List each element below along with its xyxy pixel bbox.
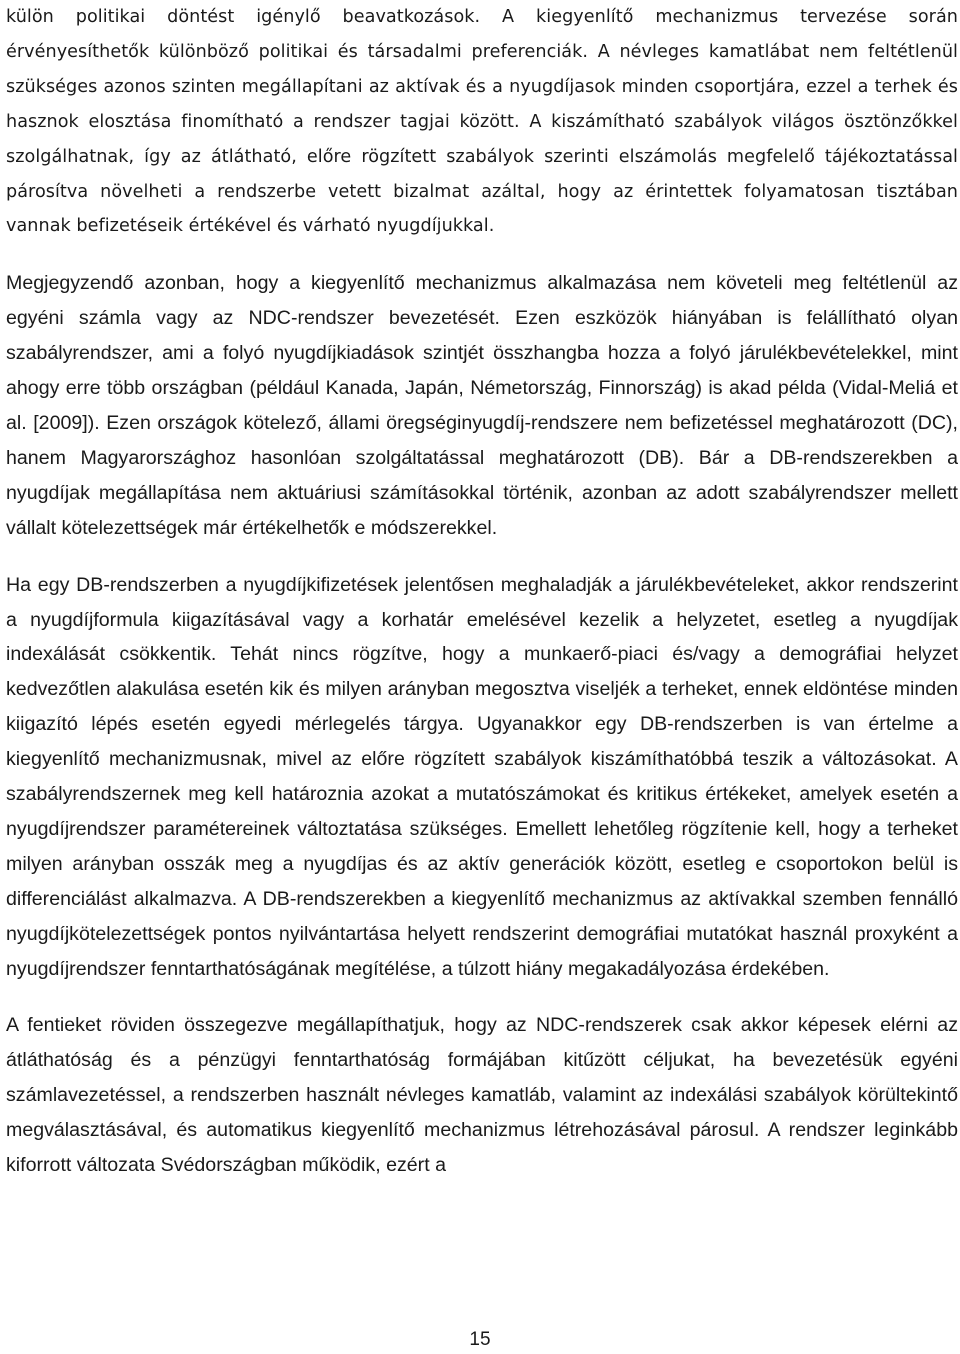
paragraph-1-part-1: külön politikai döntést igénylő beavatkozások. A kiegyenlítő mechanizmus tervezése során érvényesíthetők különböző politikai és társadalmi preferenciák. A névleges kamatlábat nem feltétlenül szükséges azonos szinten megállapítani az aktívak és a nyugdíjasok minden csoportjára, ezzel a terhek és hasznok elosztása finomítható a rendszer tagjai között. A	[6, 7, 958, 132]
paragraph-1-part-2: kiszámítható szabályok világos ösztönzőkkel szolgálhatnak, így az átlátható, előre rögzített szabályok szerinti elszámolás megfelelő tájékoztatással párosítva növelheti a rendszerbe vetett bizalmat azáltal, hogy az érintettek folyamatosan tisztában vannak befizetéseik értékével és várható nyugdíjukkal.	[6, 111, 958, 237]
page-number: 15	[469, 1329, 491, 1350]
paragraph-1	[6, 0, 958, 244]
paragraph-4: A fentieket röviden összegezve megállapíthatjuk, hogy az NDC-rendszerek csak akkor képesek elérni az átláthatóság és a pénzügyi fenntarthatóság formájában kitűzött céljukat, ha bevezetésük egyéni számlavezetéssel, a rendszerben használt névleges kamatláb, valamint az indexálási szabályok körültekintő megválasztásával, és automatikus kiegyenlítő mechanizmus létrehozásával párosul. A rendszer leginkább kiforrott változata Svédországban működik, ezért a	[6, 1014, 958, 1177]
document-page	[6, 0, 958, 1183]
paragraph-spacer	[6, 986, 958, 1008]
paragraph-spacer	[6, 244, 958, 266]
paragraph-spacer	[6, 546, 958, 568]
paragraph-2: Megjegyzendő azonban, hogy a kiegyenlítő mechanizmus alkalmazása nem követeli meg feltétlenül az egyéni számla vagy az NDC-rendszer bevezetését. Ezen eszközök hiányában is felállítható olyan szabályrendszer, ami a folyó nyugdíjkiadások szintjét összhangba hozza a folyó járulékbevételekkel, mint ahogy erre több országban (például Kanada, Japán, Németország, Finnország) is akad példa (Vidal-Meliá et al. [2009]). Ezen országok kötelező, állami öregséginyugdíj-rendszere nem befizetéssel meghatározott (DC), hanem Magyarországhoz hasonlóan szolgáltatással meghatározott (DB). Bár a DB-rendszerekben a nyugdíjak megállapítása nem aktuáriusi számításokkal történik, azonban az adott szabályrendszer mellett vállalt kötelezettségek már értékelhetők e módszerekkel.	[6, 272, 958, 539]
paragraph-3: Ha egy DB-rendszerben a nyugdíjkifizetések jelentősen meghaladják a járulékbevételeket, akkor rendszerint a nyugdíjformula kiigazításával vagy a korhatár emelésével kezelik a helyzetet, esetleg a nyugdíjak indexálását csökkentik. Tehát nincs rögzítve, hogy a munkaerő-piaci és/vagy a demográfiai helyzet kedvezőtlen alakulása esetén kik és milyen arányban megosztva viseljék a terheket, ennek eldöntése minden kiigazító lépés esetén egyedi mérlegelés tárgya. Ugyanakkor egy DB-rendszerben is van értelme a kiegyenlítő mechanizmusnak, mivel az előre rögzített szabályok kiszámíthatóbbá teszik a változásokat. A szabályrendszernek meg kell határoznia azokat a mutatószámokat és kritikus értékeket, amelyek esetén a nyugdíjrendszer paramétereinek változtatása szükséges. Emellett lehetőleg rögzítenie kell, hogy a terheket milyen arányban osszák meg a nyugdíjas és az aktív generációk között, esetleg e csoportokon belül is differenciálást alkalmazva. A DB-rendszerekben a kiegyenlítő mechanizmus az aktívakkal szemben fennálló nyugdíjkötelezettségek pontos nyilvántartása helyett rendszerint demográfiai mutatókat használ proxyként a nyugdíjrendszer fenntarthatóságának megítélése, a túlzott hiány megakadályozása érdekében.	[6, 573, 958, 980]
